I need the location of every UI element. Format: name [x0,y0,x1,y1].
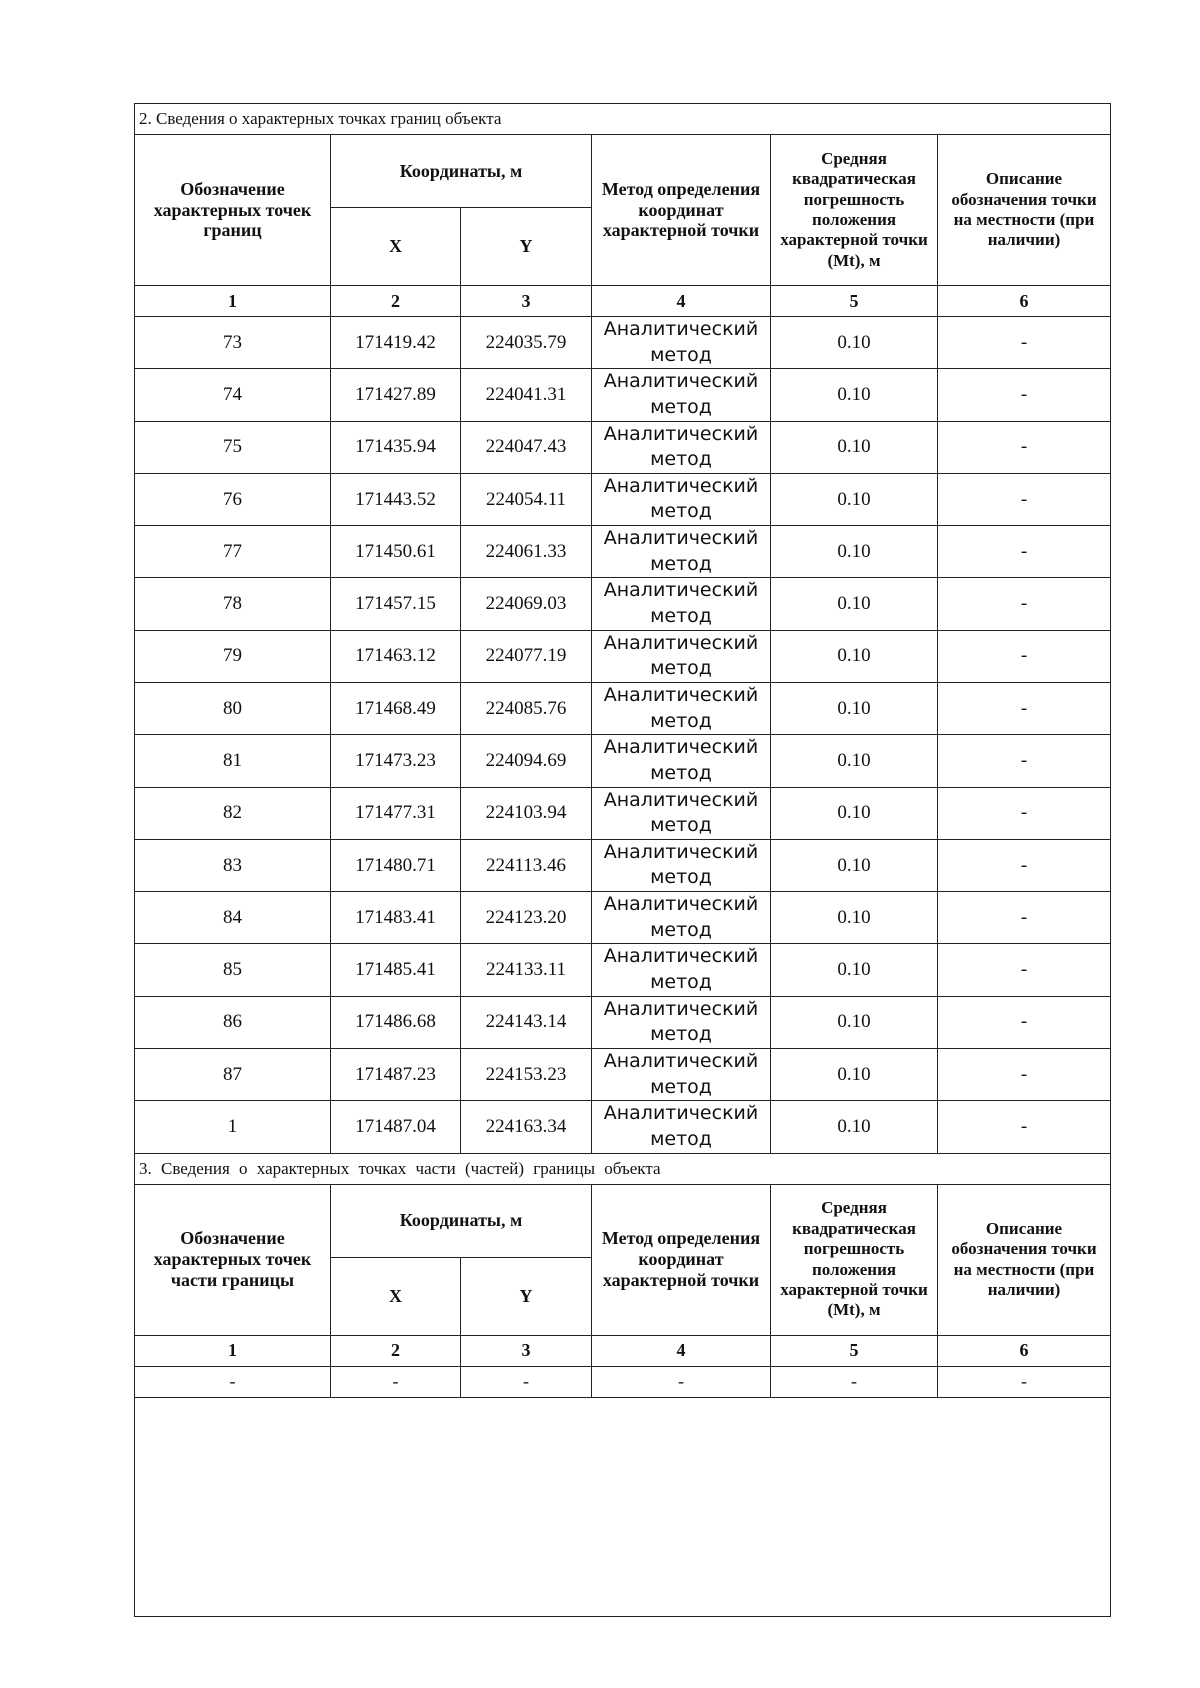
table-row [135,526,1111,578]
coord-x: 171477.31 [331,787,461,839]
coord-x: 171450.61 [331,526,461,578]
description: - [938,944,1111,996]
point-id: 78 [135,578,331,630]
point-id: 1 [135,1101,331,1153]
coord-x: 171435.94 [331,421,461,473]
table-row [135,944,1111,996]
col-number: 1 [135,1335,331,1366]
description: - [938,421,1111,473]
error: 0.10 [771,369,938,421]
header-desc: Описание обозначения точки на местности (при наличии) [938,1184,1111,1335]
header-method: Метод определения координат характерной точки [592,1184,771,1335]
method: Аналитический метод [592,317,771,369]
coord-y: 224163.34 [461,1101,592,1153]
section3-title: 3. Сведения о характерных точках части (частей) границы объекта [135,1153,1111,1184]
header-desc: Описание обозначения точки на местности (при наличии) [938,135,1111,286]
error: 0.10 [771,578,938,630]
col-number: 4 [592,286,771,317]
description: - [938,839,1111,891]
point-id: 73 [135,317,331,369]
coord-x: 171483.41 [331,892,461,944]
description: - [938,369,1111,421]
description: - [938,1101,1111,1153]
point-id: 75 [135,421,331,473]
point-id: 74 [135,369,331,421]
table-row [135,892,1111,944]
description: - [938,1366,1111,1397]
section3-header-row [135,1184,1111,1257]
coord-x: 171463.12 [331,630,461,682]
blank-area [135,1397,1111,1616]
coord-x: 171487.23 [331,1048,461,1100]
method: Аналитический метод [592,682,771,734]
col-number: 6 [938,286,1111,317]
method: Аналитический метод [592,578,771,630]
coord-x: 171487.04 [331,1101,461,1153]
error: 0.10 [771,1101,938,1153]
table-row [135,735,1111,787]
coord-y: 224103.94 [461,787,592,839]
coord-y: 224094.69 [461,735,592,787]
method: Аналитический метод [592,526,771,578]
description: - [938,787,1111,839]
table-row [135,630,1111,682]
point-id: 76 [135,473,331,525]
coord-y: 224113.46 [461,839,592,891]
header-x: X [331,208,461,286]
description: - [938,682,1111,734]
section2-colnum-row [135,286,1111,317]
table-row [135,839,1111,891]
coord-y: 224035.79 [461,317,592,369]
method: Аналитический метод [592,421,771,473]
section2-title-row [135,104,1111,135]
blank-cell [135,1397,1111,1616]
description: - [938,526,1111,578]
description: - [938,892,1111,944]
section3-title-row [135,1153,1111,1184]
point-id: 83 [135,839,331,891]
col-number: 4 [592,1335,771,1366]
error: 0.10 [771,630,938,682]
method: - [592,1366,771,1397]
col-number: 2 [331,1335,461,1366]
coord-y: 224085.76 [461,682,592,734]
col-number: 3 [461,1335,592,1366]
point-id: 87 [135,1048,331,1100]
coord-y: 224123.20 [461,892,592,944]
header-coords: Координаты, м [331,135,592,208]
document-sheet [134,103,1110,1617]
method: Аналитический метод [592,892,771,944]
coord-y: 224041.31 [461,369,592,421]
table-row [135,578,1111,630]
coord-x: 171473.23 [331,735,461,787]
col-number: 1 [135,286,331,317]
point-id: 77 [135,526,331,578]
coord-x: 171419.42 [331,317,461,369]
coord-x: 171480.71 [331,839,461,891]
description: - [938,630,1111,682]
table-row [135,996,1111,1048]
method: Аналитический метод [592,630,771,682]
table-row [135,317,1111,369]
boundary-points-table [134,103,1111,1617]
coord-y: 224061.33 [461,526,592,578]
coord-x: 171486.68 [331,996,461,1048]
error: 0.10 [771,682,938,734]
coord-y: - [461,1366,592,1397]
col-number: 3 [461,286,592,317]
header-x: X [331,1257,461,1335]
col-number: 6 [938,1335,1111,1366]
point-id: 84 [135,892,331,944]
method: Аналитический метод [592,369,771,421]
header-error: Средняя квадратическая погрешность положения характерной точки (Mt), м [771,1184,938,1335]
point-id: 85 [135,944,331,996]
description: - [938,996,1111,1048]
table-row [135,1366,1111,1397]
error: 0.10 [771,996,938,1048]
method: Аналитический метод [592,1048,771,1100]
method: Аналитический метод [592,473,771,525]
table-row [135,473,1111,525]
description: - [938,578,1111,630]
method: Аналитический метод [592,839,771,891]
point-id: 81 [135,735,331,787]
table-row [135,369,1111,421]
section2-header-row [135,135,1111,208]
coord-y: 224069.03 [461,578,592,630]
coord-x: 171457.15 [331,578,461,630]
coord-x: - [331,1366,461,1397]
description: - [938,1048,1111,1100]
coord-y: 224054.11 [461,473,592,525]
error: 0.10 [771,892,938,944]
coord-x: 171443.52 [331,473,461,525]
error: 0.10 [771,526,938,578]
error: 0.10 [771,317,938,369]
error: 0.10 [771,1048,938,1100]
coord-y: 224047.43 [461,421,592,473]
method: Аналитический метод [592,735,771,787]
header-error: Средняя квадратическая погрешность положения характерной точки (Mt), м [771,135,938,286]
header-y: Y [461,208,592,286]
point-id: - [135,1366,331,1397]
table-row [135,1101,1111,1153]
method: Аналитический метод [592,996,771,1048]
coord-x: 171468.49 [331,682,461,734]
point-id: 79 [135,630,331,682]
method: Аналитический метод [592,1101,771,1153]
point-id: 80 [135,682,331,734]
header-point: Обозначение характерных точек части границы [135,1184,331,1335]
header-method: Метод определения координат характерной точки [592,135,771,286]
method: Аналитический метод [592,787,771,839]
col-number: 5 [771,1335,938,1366]
coord-y: 224133.11 [461,944,592,996]
header-coords: Координаты, м [331,1184,592,1257]
table-row [135,787,1111,839]
coord-y: 224077.19 [461,630,592,682]
table-row [135,1048,1111,1100]
error: 0.10 [771,421,938,473]
coord-y: 224153.23 [461,1048,592,1100]
header-point: Обозначение характерных точек границ [135,135,331,286]
description: - [938,473,1111,525]
description: - [938,317,1111,369]
method: Аналитический метод [592,944,771,996]
point-id: 82 [135,787,331,839]
point-id: 86 [135,996,331,1048]
error: - [771,1366,938,1397]
coord-x: 171485.41 [331,944,461,996]
error: 0.10 [771,787,938,839]
error: 0.10 [771,944,938,996]
section3-colnum-row [135,1335,1111,1366]
header-y: Y [461,1257,592,1335]
table-row [135,682,1111,734]
coord-x: 171427.89 [331,369,461,421]
section2-title: 2. Сведения о характерных точках границ объекта [135,104,1111,135]
table-row [135,421,1111,473]
col-number: 5 [771,286,938,317]
error: 0.10 [771,735,938,787]
error: 0.10 [771,839,938,891]
error: 0.10 [771,473,938,525]
col-number: 2 [331,286,461,317]
coord-y: 224143.14 [461,996,592,1048]
description: - [938,735,1111,787]
